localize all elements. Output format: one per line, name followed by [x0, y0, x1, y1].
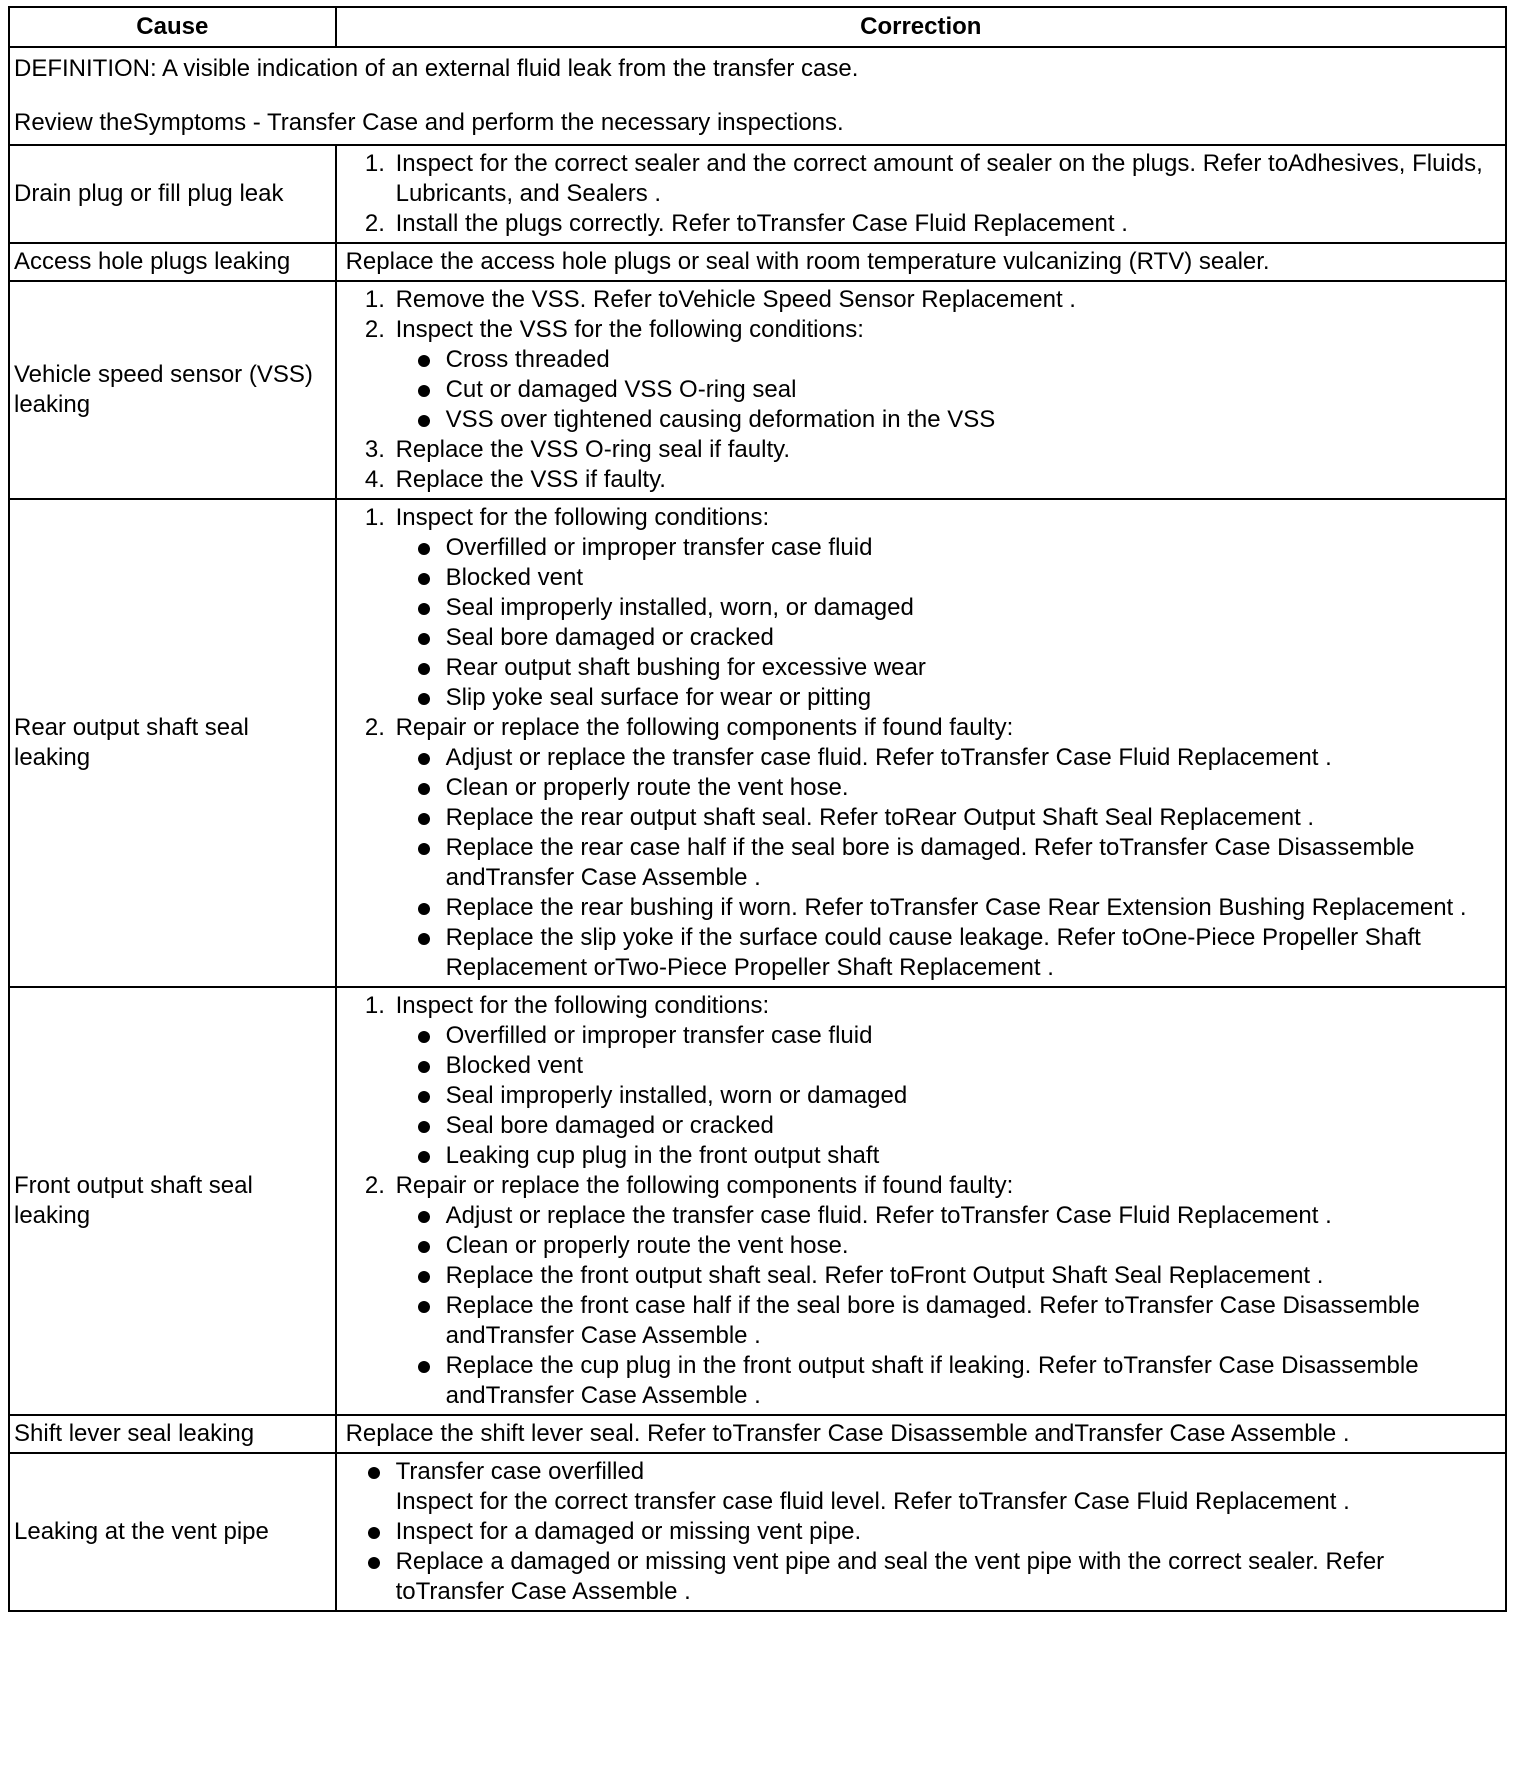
- bullet-item: Replace the cup plug in the front output shaft if leaking. Refer toTransfer Case Disassemble andTransfer Case Assemble .: [440, 1351, 1496, 1411]
- table-row-vss: [9, 281, 1506, 499]
- table-row-access-hole: [9, 243, 1506, 281]
- step-item: 1. Remove the VSS. Refer toVehicle Speed Sensor Replacement .: [392, 285, 1496, 315]
- bullet-item: Overfilled or improper transfer case fluid: [440, 533, 1496, 563]
- cause-header: Cause: [9, 7, 336, 47]
- bullet-item: Rear output shaft bushing for excessive wear: [440, 653, 1496, 683]
- cause-cell: Vehicle speed sensor (VSS) leaking: [9, 281, 336, 499]
- bullet-list: [396, 1021, 1496, 1171]
- definition-cell: [9, 47, 1506, 145]
- bullet-item: Replace the rear bushing if worn. Refer toTransfer Case Rear Extension Bushing Replacement .: [440, 893, 1496, 923]
- bullet-item: Replace the rear output shaft seal. Refer toRear Output Shaft Seal Replacement .: [440, 803, 1496, 833]
- bullet-item: Blocked vent: [440, 563, 1496, 593]
- correction-cell: Replace the shift lever seal. Refer toTransfer Case Disassemble andTransfer Case Assemble .: [336, 1415, 1506, 1453]
- step-item: 1. Inspect for the following conditions: Overfilled or improper transfer case fluid Blocked vent Seal improperly installed, worn, or damaged Seal bore damaged or cracked Rear output shaft bushing for excessive wear Slip yoke seal surface for wear or pitting: [392, 503, 1496, 713]
- correction-cell: [336, 499, 1506, 987]
- bullet-item: Seal improperly installed, worn, or damaged: [440, 593, 1496, 623]
- bullet-list: [396, 533, 1496, 713]
- cause-cell: Access hole plugs leaking: [9, 243, 336, 281]
- correction-cell: [336, 281, 1506, 499]
- table-row-vent-pipe: [9, 1453, 1506, 1611]
- bullet-list: [396, 1201, 1496, 1411]
- steps-list: [346, 503, 1496, 983]
- step-item: 2. Repair or replace the following components if found faulty: Adjust or replace the transfer case fluid. Refer toTransfer Case Fluid Replacement . Clean or properly route the vent hose. Replace the rear output shaft seal. Refer toRear Output Shaft Seal Replacement . Replace the rear case half if the seal bore is damaged. Refer toTransfer Case Disassemble andTransfer Case Assemble . Replace the rear bushing if worn. Refer toTransfer Case Rear Extension Bushing Replacement . Replace the slip yoke if the surface could cause leakage. Refer toOne-Piece Propeller Shaft Replacement orTwo-Piece Propeller Shaft Replacement .: [392, 713, 1496, 983]
- bullet-item: Seal bore damaged or cracked: [440, 623, 1496, 653]
- step-item: 2. Install the plugs correctly. Refer toTransfer Case Fluid Replacement .: [392, 209, 1496, 239]
- correction-header: Correction: [336, 7, 1506, 47]
- step-item: 4. Replace the VSS if faulty.: [392, 465, 1496, 495]
- correction-cell: [336, 987, 1506, 1415]
- step-item: 2. Repair or replace the following components if found faulty: Adjust or replace the transfer case fluid. Refer toTransfer Case Fluid Replacement . Clean or properly route the vent hose. Replace the front output shaft seal. Refer toFront Output Shaft Seal Replacement . Replace the front case half if the seal bore is damaged. Refer toTransfer Case Disassemble andTransfer Case Assemble . Replace the cup plug in the front output shaft if leaking. Refer toTransfer Case Disassemble andTransfer Case Assemble .: [392, 1171, 1496, 1411]
- bullet-item: Slip yoke seal surface for wear or pitting: [440, 683, 1496, 713]
- table-row-rear-output: [9, 499, 1506, 987]
- bullet-item: Cross threaded: [440, 345, 1496, 375]
- bullet-item: Replace the slip yoke if the surface could cause leakage. Refer toOne-Piece Propeller Shaft Replacement orTwo-Piece Propeller Shaft Replacement .: [440, 923, 1496, 983]
- definition-text: DEFINITION: A visible indication of an external fluid leak from the transfer case.: [14, 55, 859, 82]
- steps-list: [346, 991, 1496, 1411]
- bullet-list: [396, 345, 1496, 435]
- cause-cell: Rear output shaft seal leaking: [9, 499, 336, 987]
- bullet-item: Seal bore damaged or cracked: [440, 1111, 1496, 1141]
- definition-row: [9, 47, 1506, 145]
- cause-cell: Front output shaft seal leaking: [9, 987, 336, 1415]
- bullet-list: [346, 1457, 1496, 1607]
- step-item: 2. Inspect the VSS for the following conditions: Cross threaded Cut or damaged VSS O-ring seal VSS over tightened causing deformation in the VSS: [392, 315, 1496, 435]
- table-row-drain-plug: [9, 145, 1506, 243]
- bullet-item: Seal improperly installed, worn or damaged: [440, 1081, 1496, 1111]
- review-symptoms-text: Review theSymptoms - Transfer Case and perform the necessary inspections.: [14, 109, 844, 136]
- bullet-item: Replace a damaged or missing vent pipe and seal the vent pipe with the correct sealer. Refer toTransfer Case Assemble .: [392, 1547, 1496, 1607]
- bullet-item: Clean or properly route the vent hose.: [440, 1231, 1496, 1261]
- bullet-item: Clean or properly route the vent hose.: [440, 773, 1496, 803]
- cause-cell: Drain plug or fill plug leak: [9, 145, 336, 243]
- bullet-list: [396, 743, 1496, 983]
- bullet-text: Transfer case overfilled: [395, 1458, 645, 1485]
- bullet-item: [392, 1457, 1496, 1517]
- bullet-subtext: Inspect for the correct transfer case fluid level. Refer toTransfer Case Fluid Replacement .: [395, 1488, 1350, 1515]
- correction-cell: [336, 145, 1506, 243]
- bullet-item: VSS over tightened causing deformation in the VSS: [440, 405, 1496, 435]
- bullet-item: Adjust or replace the transfer case fluid. Refer toTransfer Case Fluid Replacement .: [440, 743, 1496, 773]
- bullet-item: Replace the front output shaft seal. Refer toFront Output Shaft Seal Replacement .: [440, 1261, 1496, 1291]
- bullet-item: Overfilled or improper transfer case fluid: [440, 1021, 1496, 1051]
- cause-cell: Shift lever seal leaking: [9, 1415, 336, 1453]
- bullet-item: Blocked vent: [440, 1051, 1496, 1081]
- step-item: 1. Inspect for the following conditions: Overfilled or improper transfer case fluid Blocked vent Seal improperly installed, worn or damaged Seal bore damaged or cracked Leaking cup plug in the front output shaft: [392, 991, 1496, 1171]
- cause-cell: Leaking at the vent pipe: [9, 1453, 336, 1611]
- bullet-item: Inspect for a damaged or missing vent pipe.: [392, 1517, 1496, 1547]
- diagnostic-table: [8, 6, 1507, 1612]
- correction-cell: [336, 1453, 1506, 1611]
- steps-list: [346, 285, 1496, 495]
- bullet-item: Leaking cup plug in the front output shaft: [440, 1141, 1496, 1171]
- step-item: 3. Replace the VSS O-ring seal if faulty.: [392, 435, 1496, 465]
- step-item: 1. Inspect for the correct sealer and the correct amount of sealer on the plugs. Refer toAdhesives, Fluids, Lubricants, and Sealers .: [392, 149, 1496, 209]
- bullet-item: Replace the rear case half if the seal bore is damaged. Refer toTransfer Case Disassemble andTransfer Case Assemble .: [440, 833, 1496, 893]
- bullet-item: Replace the front case half if the seal bore is damaged. Refer toTransfer Case Disassemble andTransfer Case Assemble .: [440, 1291, 1496, 1351]
- correction-cell: Replace the access hole plugs or seal with room temperature vulcanizing (RTV) sealer.: [336, 243, 1506, 281]
- bullet-item: Adjust or replace the transfer case fluid. Refer toTransfer Case Fluid Replacement .: [440, 1201, 1496, 1231]
- table-row-front-output: [9, 987, 1506, 1415]
- steps-list: [346, 149, 1496, 239]
- bullet-item: Cut or damaged VSS O-ring seal: [440, 375, 1496, 405]
- header-row: [9, 7, 1506, 47]
- table-row-shift-lever: [9, 1415, 1506, 1453]
